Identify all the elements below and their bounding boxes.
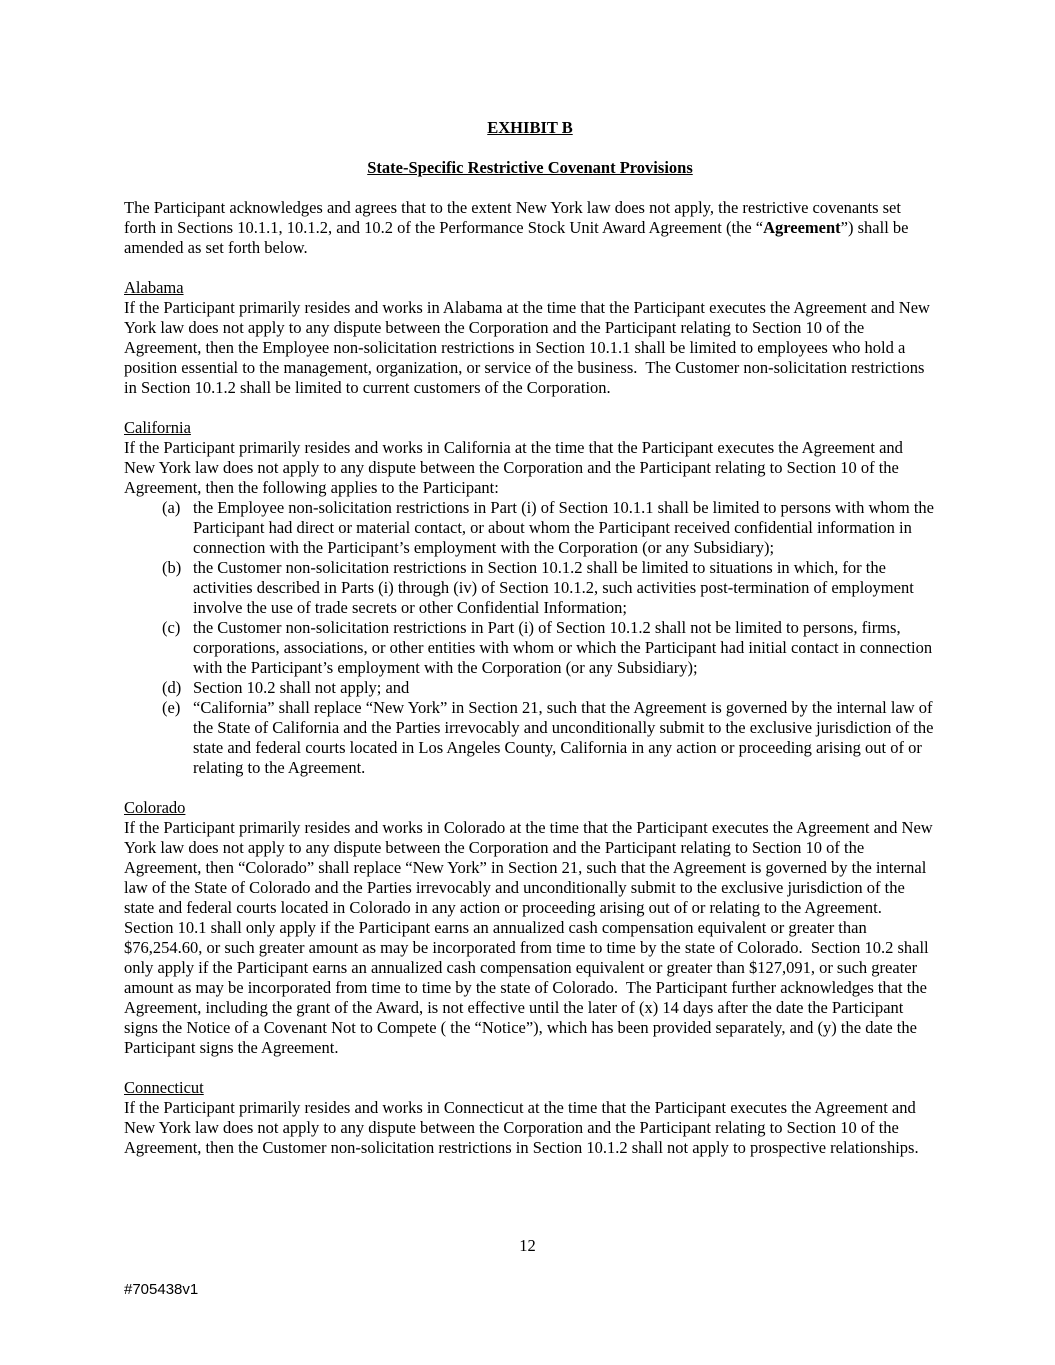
list-item-text: the Customer non-solicitation restrictions in Section 10.1.2 shall be limited to situations in which, for the activities described in Parts (i) through (iv) of Section 10.1.2, such activities post-termination of employment involve the use of trade secrets or other Confidential Information;: [193, 558, 918, 617]
section-heading: Alabama: [124, 278, 184, 297]
list-item-text: “California” shall replace “New York” in Section 21, such that the Agreement is governed by the internal law of the State of California and the Parties irrevocably and unconditionally submit to the exclusive jurisdiction of the state and federal courts located in Los Angeles County, California in any action or proceeding arising out of or relating to the Agreement.: [193, 698, 938, 777]
section-paragraph: If the Participant primarily resides and works in California at the time that the Participant executes the Agreement and New York law does not apply to any dispute between the Corporation and the Participant relating to Section 10 of the Agreement, then the following applies to the Participant:: [124, 438, 908, 497]
state-section: [124, 278, 936, 398]
list-item: [162, 698, 936, 778]
list-item: [162, 618, 936, 678]
section-heading: Colorado: [124, 798, 186, 817]
list-item-marker: (c): [162, 618, 181, 637]
section-paragraph: If the Participant primarily resides and works in Alabama at the time that the Participant executes the Agreement and New York law does not apply to any dispute between the Corporation and the Participant relating to Section 10 of the Agreement, then the Employee non-solicitation restrictions in Section 10.1.1 shall be limited to employees who hold a position essential to the management, organization, or service of the business. The Customer non-solicitation restrictions in Section 10.1.2 shall be limited to current customers of the Corporation.: [124, 298, 934, 397]
list-item: [162, 558, 936, 618]
intro-bold-term: Agreement: [763, 218, 841, 237]
document-title: EXHIBIT B: [487, 118, 573, 137]
section-heading: California: [124, 418, 191, 437]
section-paragraph: If the Participant primarily resides and works in Connecticut at the time that the Participant executes the Agreement and New York law does not apply to any dispute between the Corporation and the Participant relating to Section 10 of the Agreement, then the Customer non-solicitation restrictions in Section 10.1.2 shall not apply to prospective relationships.: [124, 1098, 920, 1157]
intro-paragraph: [124, 198, 936, 258]
page-number: 12: [519, 1236, 536, 1255]
list-item-marker: (a): [162, 498, 181, 517]
footer-document-id: #705438v1: [124, 1281, 199, 1298]
document-page: [124, 118, 939, 1158]
state-section: [124, 1078, 936, 1158]
list-item-text: the Customer non-solicitation restrictions in Part (i) of Section 10.1.2 shall not be limited to persons, firms, corporations, associations, or other entities with whom or which the Participant had initial contact in connection with the Participant’s employment with the Corporation (or any Subsidiary);: [193, 618, 937, 677]
list-item-marker: (b): [162, 558, 182, 577]
list-item: [162, 678, 936, 698]
state-section: [124, 798, 936, 1058]
list-item-text: Section 10.2 shall not apply; and: [193, 678, 410, 697]
list-item-marker: (d): [162, 678, 182, 697]
list-item: [162, 498, 939, 558]
section-heading: Connecticut: [124, 1078, 204, 1097]
document-subtitle: State-Specific Restrictive Covenant Provisions: [367, 158, 693, 177]
section-paragraph: If the Participant primarily resides and works in Colorado at the time that the Participant executes the Agreement and New York law does not apply to any dispute between the Corporation and the Participant relating to Section 10 of the Agreement, then “Colorado” shall replace “New York” in Section 21, such that the Agreement is governed by the internal law of the State of Colorado and the Parties irrevocably and unconditionally submit to the exclusive jurisdiction of the state and federal courts located in Colorado in any action or proceeding arising out of or relating to the Agreement. Section 10.1 shall only apply if the Participant earns an annualized cash compensation equivalent or greater than $76,254.60, or such greater amount as may be incorporated from time to time by the state of Colorado. Section 10.2 shall only apply if the Participant earns an annualized cash compensation equivalent or greater than $127,091, or such greater amount as may be incorporated from time to time by the state of Colorado. The Participant further acknowledges that the Agreement, including the grant of the Award, is not effective until the later of (x) 14 days after the date the Participant signs the Notice of a Covenant Not to Compete ( the “Notice”), which has been provided separately, and (y) the date the Participant signs the Agreement.: [124, 818, 937, 1057]
intro-text-before: The Participant acknowledges and agrees that to the extent New York law does not apply, the restrictive covenants set forth in Sections 10.1.1, 10.1.2, and 10.2 of the Performance Stock Unit Award Agreement (the “: [124, 198, 906, 237]
sections: [124, 278, 939, 1158]
list-item-text: the Employee non-solicitation restrictions in Part (i) of Section 10.1.1 shall be limited to persons with whom the Participant had direct or material contact, or about whom the Participant received confidential information in connection with the Participant’s employment with the Corporation (or any Subsidiary);: [193, 498, 939, 557]
state-section: [124, 418, 939, 778]
intro-text-after: ”) shall be amended as set forth below.: [124, 218, 913, 257]
section-list: [124, 498, 939, 778]
list-item-marker: (e): [162, 698, 181, 717]
